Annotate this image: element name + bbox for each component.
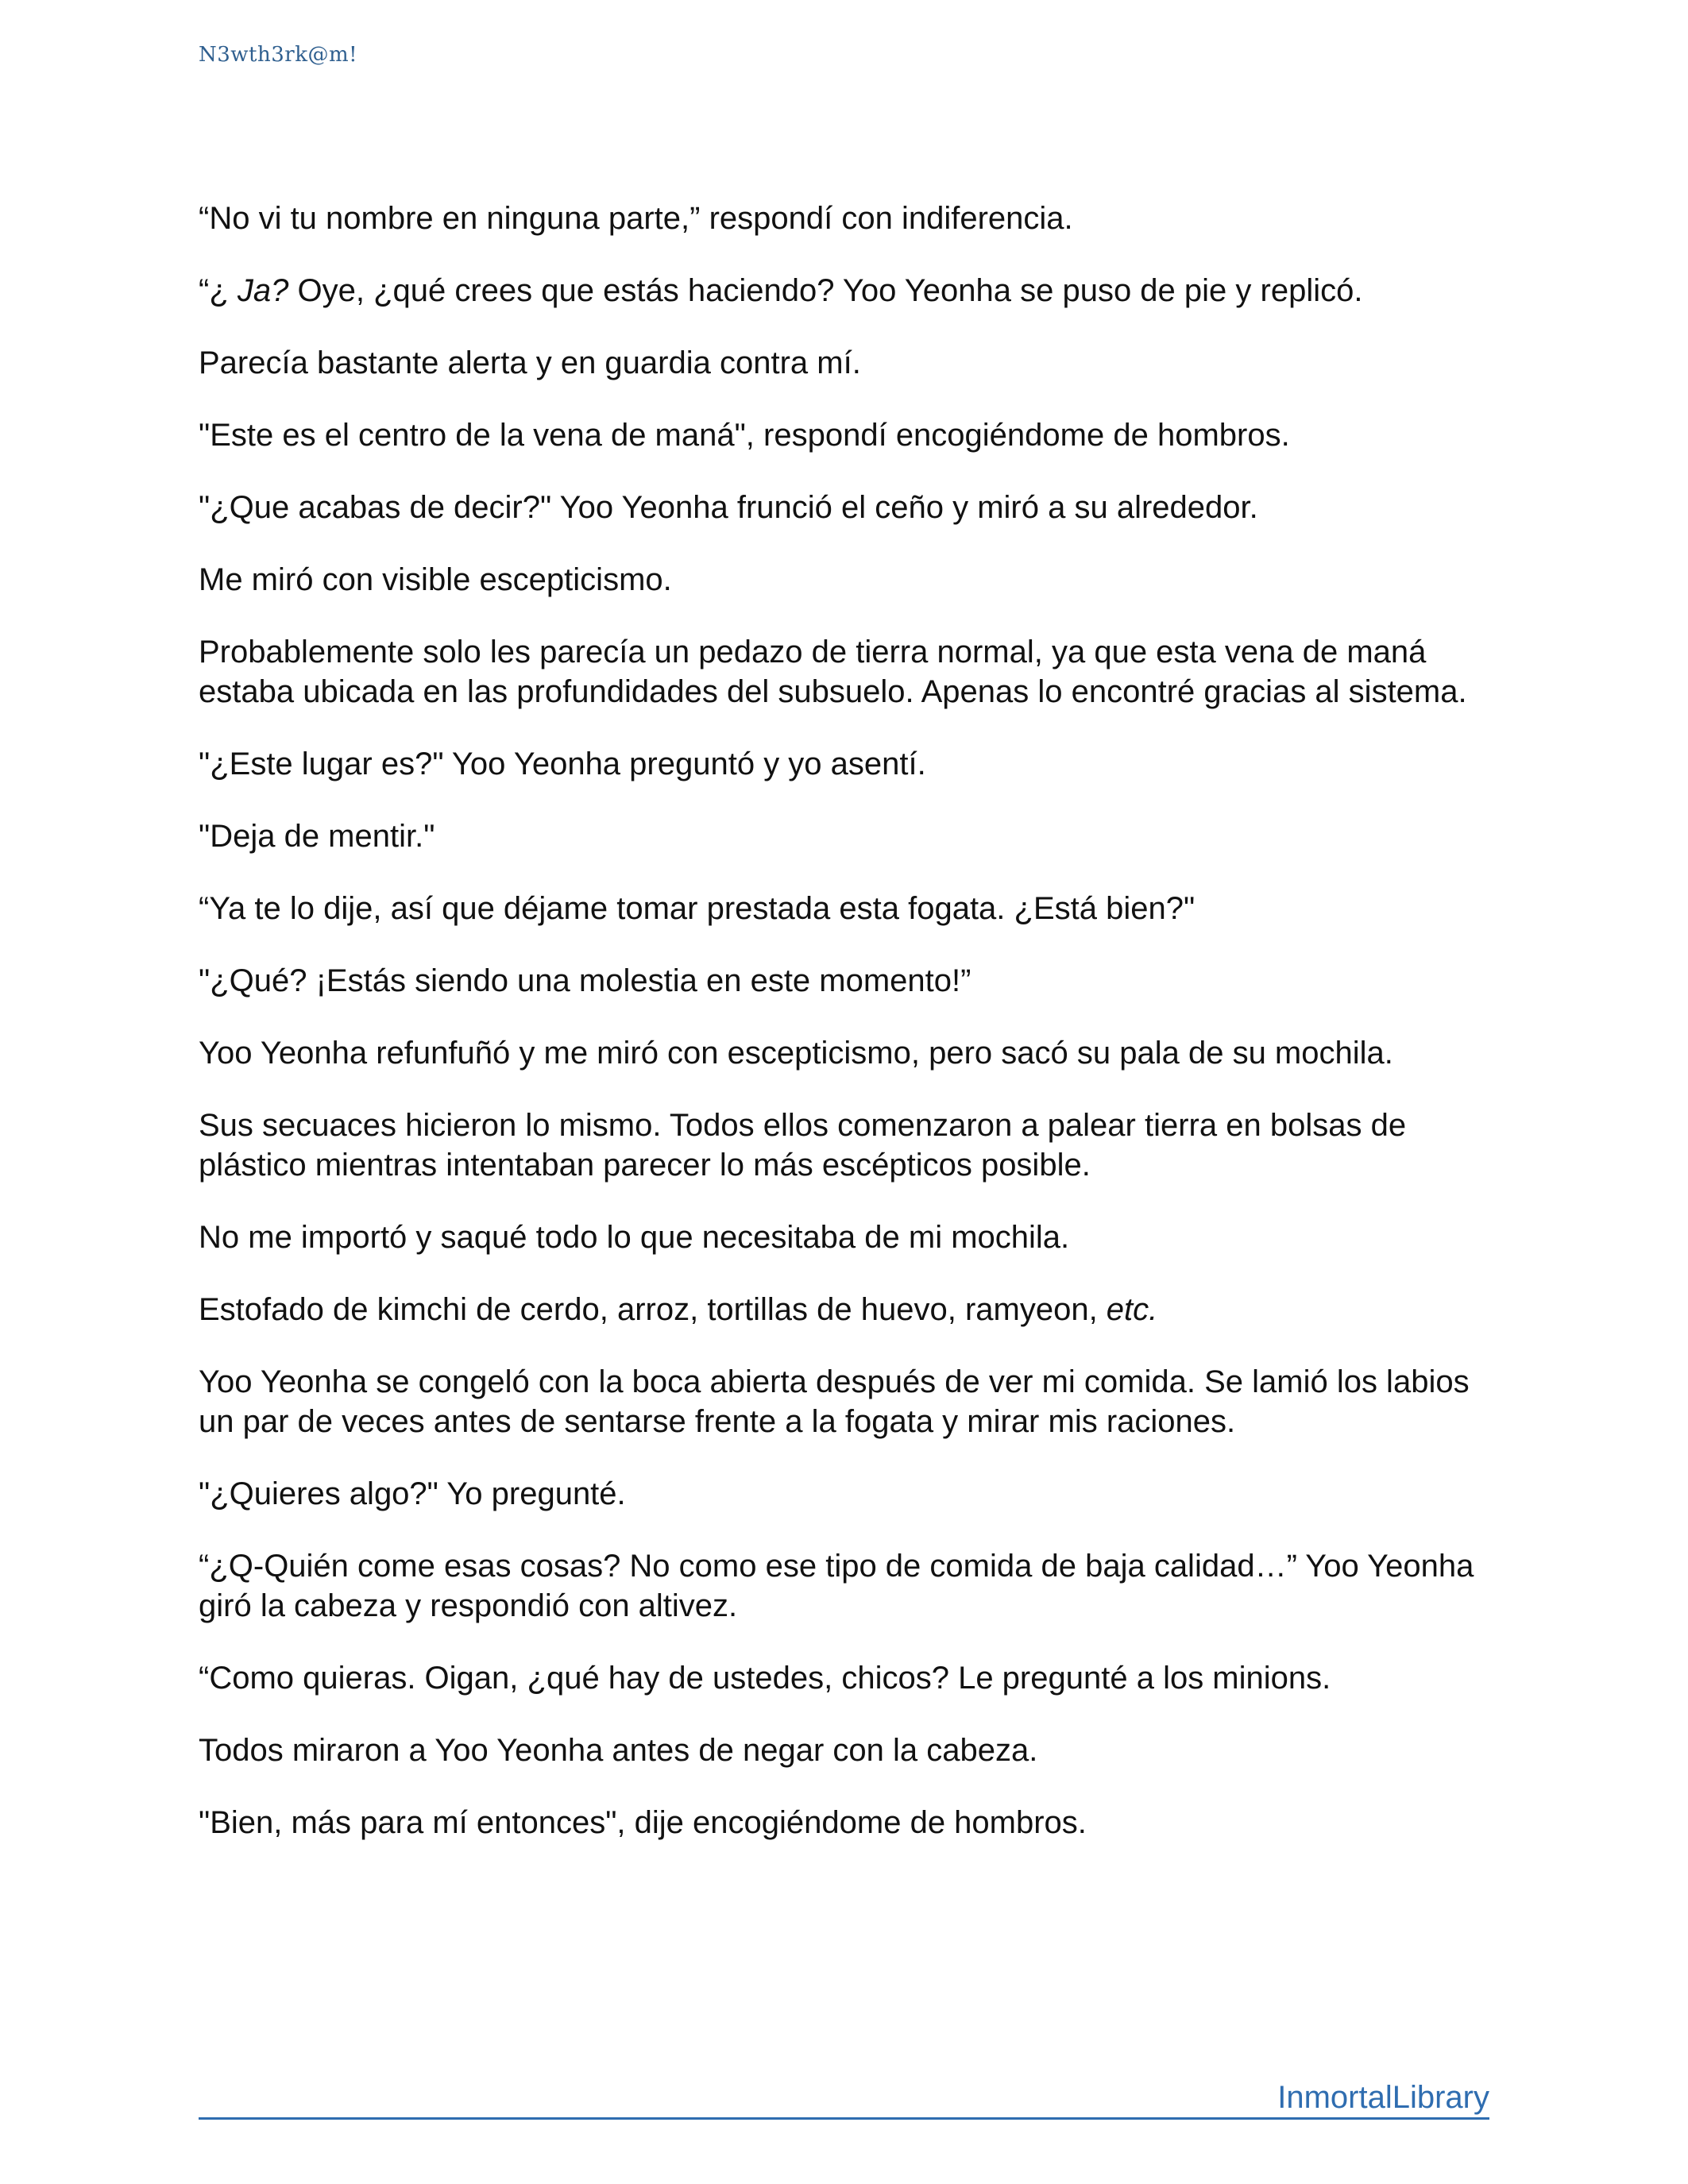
paragraph	[199, 1803, 1485, 1843]
footer-library-link[interactable]: InmortalLibrary	[1277, 2080, 1489, 2115]
paragraph	[199, 1474, 1485, 1514]
paragraph	[199, 632, 1485, 712]
text-run: Estofado de kimchi de cerdo, arroz, tortillas de huevo, ramyeon,	[199, 1292, 1107, 1327]
paragraph	[199, 560, 1485, 600]
paragraph	[199, 271, 1485, 311]
paragraph	[199, 961, 1485, 1001]
text-run: “¿	[199, 273, 238, 308]
text-run: Yoo Yeonha se congeló con la boca abierta después de ver mi comida. Se lamió los labios un par de veces antes de sentarse frente a la fogata y mirar mis raciones.	[199, 1364, 1470, 1439]
text-run: "Bien, más para mí entonces", dije encogiéndome de hombros.	[199, 1805, 1087, 1840]
paragraph	[199, 415, 1485, 455]
text-run: “No vi tu nombre en ninguna parte,” respondí con indiferencia.	[199, 201, 1073, 236]
text-run: "¿Qué? ¡Estás siendo una molestia en este momento!”	[199, 963, 971, 998]
paragraph	[199, 1362, 1485, 1441]
text-run: "¿Este lugar es?" Yoo Yeonha preguntó y yo asentí.	[199, 747, 926, 781]
text-run: Sus secuaces hicieron lo mismo. Todos ellos comenzaron a palear tierra en bolsas de plástico mientras intentaban parecer lo más escépticos posible.	[199, 1108, 1407, 1183]
text-run: Todos miraron a Yoo Yeonha antes de negar con la cabeza.	[199, 1733, 1038, 1768]
text-run: Oye, ¿qué crees que estás haciendo? Yoo Yeonha se puso de pie y replicó.	[288, 273, 1363, 308]
text-run: Me miró con visible escepticismo.	[199, 562, 672, 597]
paragraph	[199, 1033, 1485, 1073]
text-run: Parecía bastante alerta y en guardia contra mí.	[199, 345, 861, 380]
document-body	[199, 199, 1485, 1875]
text-run: No me importó y saqué todo lo que necesitaba de mi mochila.	[199, 1220, 1070, 1255]
paragraph	[199, 343, 1485, 383]
paragraph	[199, 488, 1485, 527]
text-run: “Ya te lo dije, así que déjame tomar prestada esta fogata. ¿Está bien?"	[199, 891, 1196, 926]
paragraph	[199, 1731, 1485, 1770]
paragraph	[199, 199, 1485, 238]
text-run: "¿Que acabas de decir?" Yoo Yeonha frunció el ceño y miró a su alrededor.	[199, 490, 1258, 525]
text-run: "Este es el centro de la vena de maná", respondí encogiéndome de hombros.	[199, 418, 1290, 453]
text-run: Yoo Yeonha refunfuñó y me miró con escepticismo, pero sacó su pala de su mochila.	[199, 1036, 1393, 1071]
text-run: "Deja de mentir."	[199, 819, 435, 854]
text-run: “Como quieras. Oigan, ¿qué hay de ustedes, chicos? Le pregunté a los minions.	[199, 1661, 1331, 1696]
page-header-watermark: N3wth3rk@m!	[199, 43, 358, 67]
paragraph	[199, 816, 1485, 856]
paragraph	[199, 1658, 1485, 1698]
text-run: Probablemente solo les parecía un pedazo de tierra normal, ya que esta vena de maná estaba ubicada en las profundidades del subsuelo. Apenas lo encontré gracias al sistema.	[199, 635, 1467, 709]
paragraph	[199, 889, 1485, 928]
paragraph	[199, 1106, 1485, 1185]
text-run: "¿Quieres algo?" Yo pregunté.	[199, 1476, 626, 1511]
footer-divider	[199, 2117, 1489, 2120]
text-run: “¿Q-Quién come esas cosas? No como ese tipo de comida de baja calidad…” Yoo Yeonha giró la cabeza y respondió con altivez.	[199, 1549, 1474, 1623]
paragraph	[199, 1217, 1485, 1257]
paragraph	[199, 1546, 1485, 1626]
italic-text: etc.	[1106, 1292, 1158, 1327]
paragraph	[199, 744, 1485, 784]
italic-text: Ja?	[237, 273, 289, 308]
paragraph	[199, 1290, 1485, 1329]
